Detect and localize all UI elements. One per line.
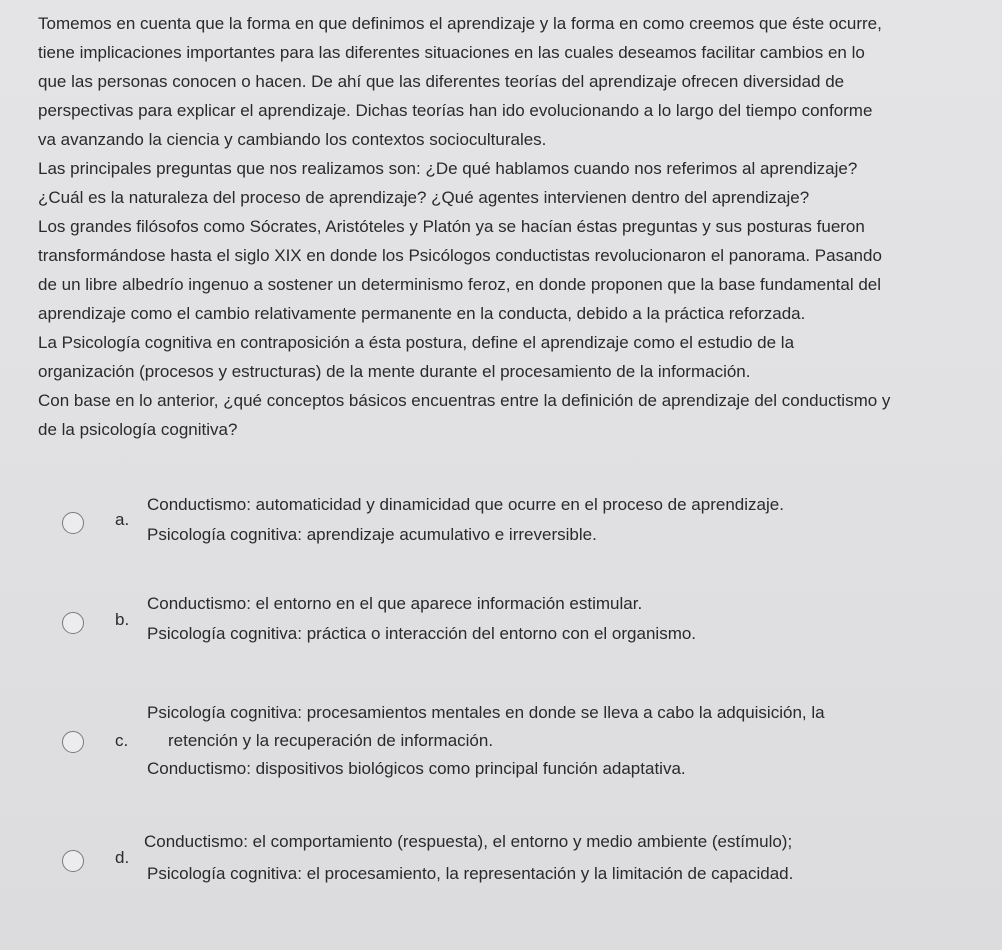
question-line: Los grandes filósofos como Sócrates, Aristóteles y Platón ya se hacían éstas preguntas y sus posturas fueron [38, 217, 865, 236]
question-line: organización (procesos y estructuras) de la mente durante el procesamiento de la información. [38, 362, 751, 381]
option-c[interactable] [60, 698, 960, 784]
option-text-line: Conductismo: el entorno en el que aparece información estimular. [147, 594, 643, 613]
question-line: aprendizaje como el cambio relativamente permanente en la conducta, debido a la práctica reforzada. [38, 304, 806, 323]
question-line: perspectivas para explicar el aprendizaje. Dichas teorías han ido evolucionando a lo largo del tiempo conforme [38, 101, 873, 120]
option-letter: b. [115, 610, 130, 629]
option-text-line: Psicología cognitiva: práctica o interacción del entorno con el organismo. [147, 624, 697, 643]
radio-button-a[interactable] [62, 512, 84, 534]
question-line: ¿Cuál es la naturaleza del proceso de aprendizaje? ¿Qué agentes intervienen dentro del aprendizaje? [38, 188, 810, 207]
option-a[interactable] [60, 490, 960, 550]
radio-button-c[interactable] [62, 731, 84, 753]
option-text-line: Conductismo: automaticidad y dinamicidad que ocurre en el proceso de aprendizaje. [147, 495, 784, 514]
question-line: Las principales preguntas que nos realizamos son: ¿De qué hablamos cuando nos referimos al aprendizaje? [38, 159, 858, 178]
option-text-line: Conductismo: dispositivos biológicos como principal función adaptativa. [147, 759, 686, 778]
question-line: de un libre albedrío ingenuo a sostener un determinismo feroz, en donde proponen que la base fundamental del [38, 275, 882, 294]
option-text-line: Conductismo: el comportamiento (respuesta), el entorno y medio ambiente (estímulo); [144, 832, 793, 851]
question-line: Tomemos en cuenta que la forma en que definimos el aprendizaje y la forma en como creemos que éste ocurre, [38, 14, 882, 33]
option-text-line: retención y la recuperación de información. [168, 731, 494, 750]
question-line: La Psicología cognitiva en contraposición a ésta postura, define el aprendizaje como el estudio de la [38, 333, 795, 352]
question-line: que las personas conocen o hacen. De ahí que las diferentes teorías del aprendizaje ofrecen diversidad de [38, 72, 845, 91]
radio-button-b[interactable] [62, 612, 84, 634]
option-text-line: Psicología cognitiva: el procesamiento, la representación y la limitación de capacidad. [147, 864, 794, 883]
question-line: va avanzando la ciencia y cambiando los contextos socioculturales. [38, 130, 547, 149]
option-b[interactable] [60, 589, 960, 649]
option-text-line: Psicología cognitiva: aprendizaje acumulativo e irreversible. [147, 525, 597, 544]
radio-button-d[interactable] [62, 850, 84, 872]
option-letter: a. [115, 510, 130, 529]
question-line: de la psicología cognitiva? [38, 420, 238, 439]
option-d[interactable] [60, 827, 960, 891]
option-letter: d. [115, 848, 130, 867]
option-letter: c. [115, 731, 129, 750]
question-line: transformándose hasta el siglo XIX en donde los Psicólogos conductistas revolucionaron el panorama. Pasando [38, 246, 882, 265]
option-text-line: Psicología cognitiva: procesamientos mentales en donde se lleva a cabo la adquisición, la [147, 703, 825, 722]
question-line: tiene implicaciones importantes para las diferentes situaciones en las cuales deseamos facilitar cambios en lo [38, 43, 865, 62]
question-line: Con base en lo anterior, ¿qué conceptos básicos encuentras entre la definición de aprendizaje del conductismo y [38, 391, 891, 410]
